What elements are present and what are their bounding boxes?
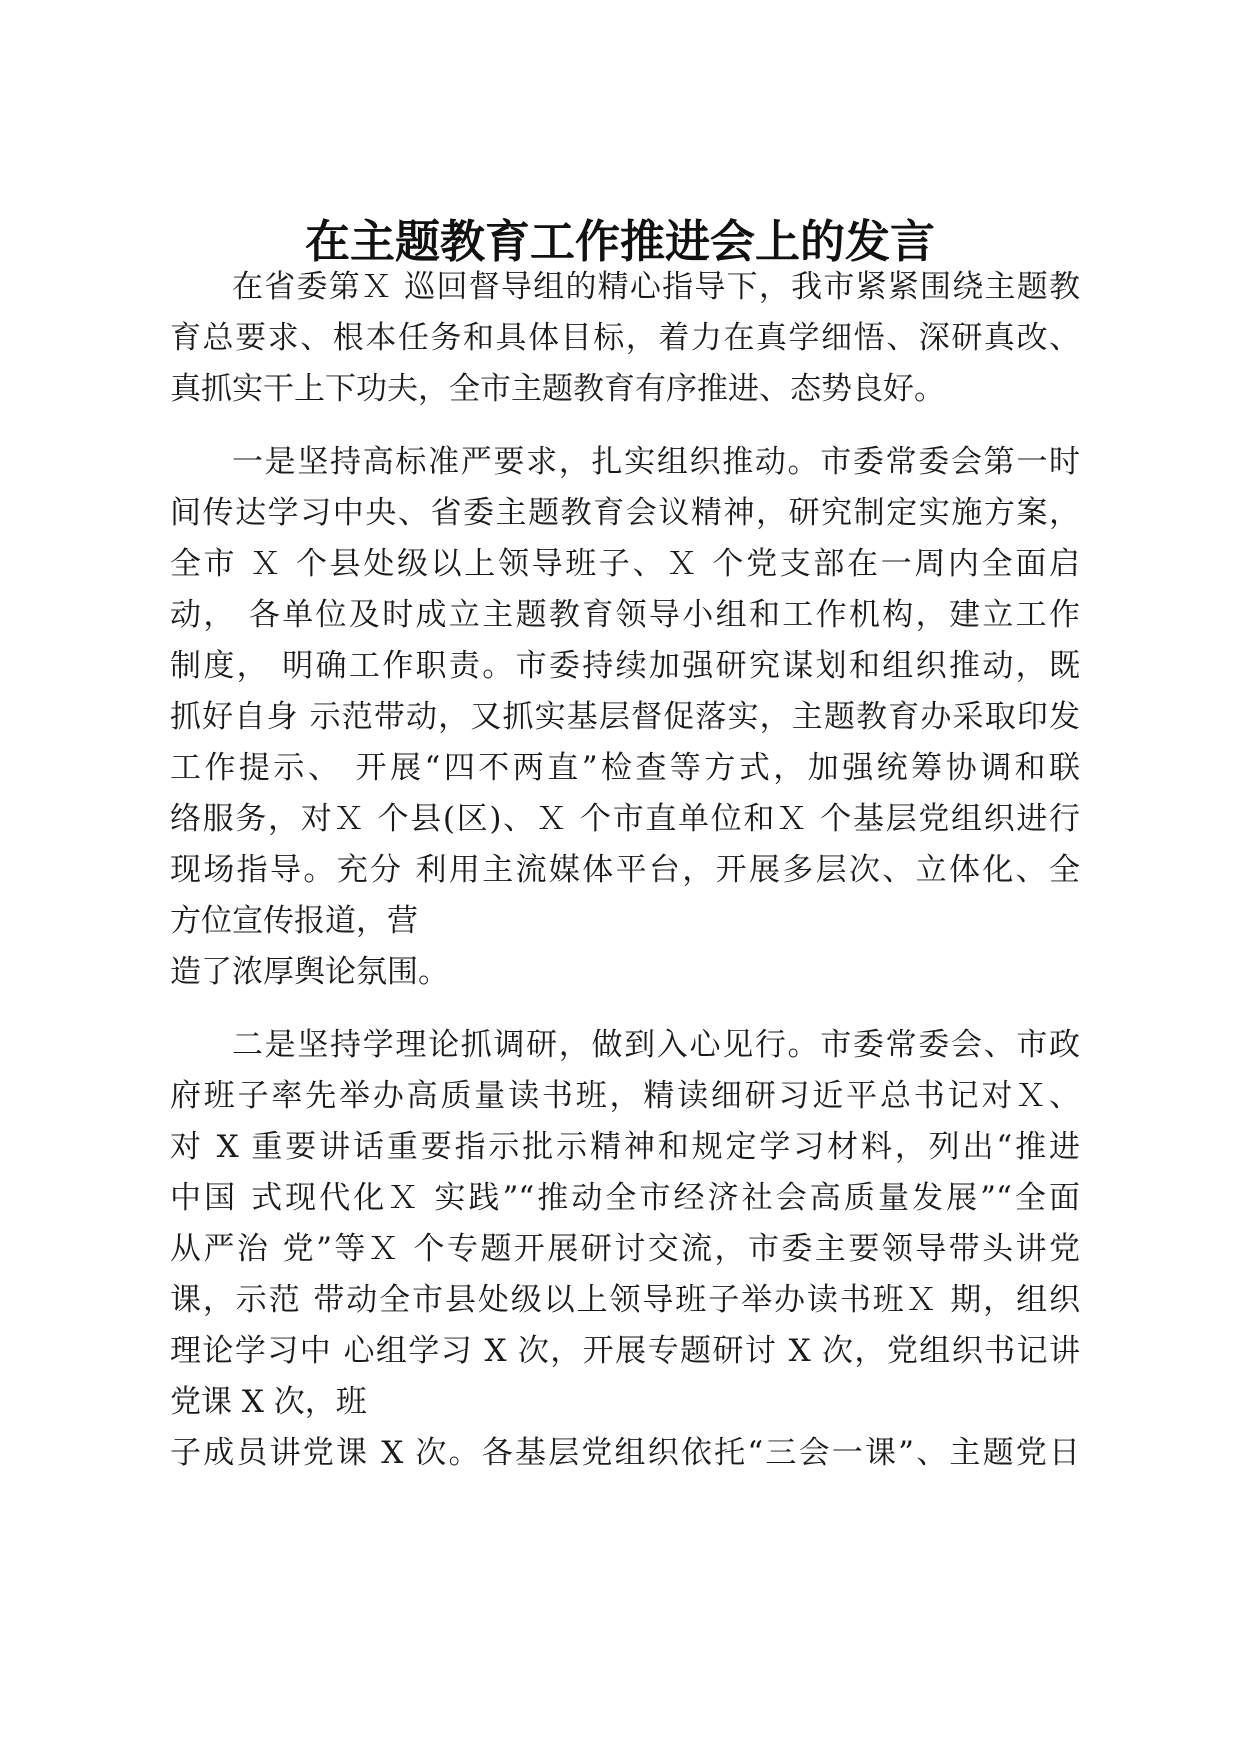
text-line: 课，示范 带动全市县处级以上领导班子举办读书班Ｘ 期，组织 [170,1282,1080,1318]
text-line: 方位宣传报道，营 [170,903,418,939]
document-title: 在主题教育工作推进会上的发言 [304,215,935,268]
text-line: 制度， 明确工作职责。市委持续加强研究谋划和组织推动，既 [170,648,1080,684]
text-line: 在省委第Ｘ 巡回督导组的精心指导下，我市紧紧围绕主题教 [232,269,1080,305]
text-line: 一是坚持高标准严要求，扎实组织推动。市委常委会第一时 [232,444,1080,480]
text-line: 对 X 重要讲话重要指示批示精神和规定学习材料，列出“推进 [170,1129,1080,1165]
document-body [170,262,1080,1479]
paragraph-organization [170,437,1080,998]
text-line: 育总要求、根本任务和具体目标，着力在真学细悟、深研真改、 [170,320,1080,356]
text-line: 府班子率先举办高质量读书班，精读细研习近平总书记对Ｘ、 [170,1078,1080,1114]
paragraph-theory-study [170,1020,1080,1479]
text-line: 抓好自身 示范带动，又抓实基层督促落实，主题教育办采取印发 [170,699,1080,735]
text-line: 间传达学习中央、省委主题教育会议精神，研究制定实施方案， [170,495,1080,531]
text-line: 中国 式现代化Ｘ 实践”“推动全市经济社会高质量发展”“全面 [170,1180,1080,1216]
text-line: 动， 各单位及时成立主题教育领导小组和工作机构，建立工作 [170,597,1080,633]
text-line: 造了浓厚舆论氛围。 [170,954,449,990]
text-line: 真抓实干上下功夫，全市主题教育有序推进、态势良好。 [170,371,945,407]
text-line: 全市 Ｘ 个县处级以上领导班子、Ｘ 个党支部在一周内全面启 [170,546,1080,582]
text-line: 络服务，对Ｘ 个县(区)、Ｘ 个市直单位和Ｘ 个基层党组织进行 [170,801,1080,837]
paragraph-spacing [170,415,1080,437]
paragraph-spacing [170,998,1080,1020]
text-line: 工作提示、 开展“四不两直”检查等方式，加强统筹协调和联 [170,750,1080,786]
paragraph-intro [170,262,1080,415]
text-line: 理论学习中 心组学习 X 次，开展专题研讨 X 次，党组织书记讲 [170,1333,1080,1369]
text-line: 子成员讲党课 X 次。各基层党组织依托“三会一课”、主题党日 [170,1435,1080,1471]
text-line: 从严治 党”等Ｘ 个专题开展研讨交流，市委主要领导带头讲党 [170,1231,1080,1267]
text-line: 党课 X 次，班 [170,1384,367,1420]
text-line: 现场指导。充分 利用主流媒体平台，开展多层次、立体化、全 [170,852,1080,888]
text-line: 二是坚持学理论抓调研，做到入心见行。市委常委会、市政 [232,1027,1080,1063]
